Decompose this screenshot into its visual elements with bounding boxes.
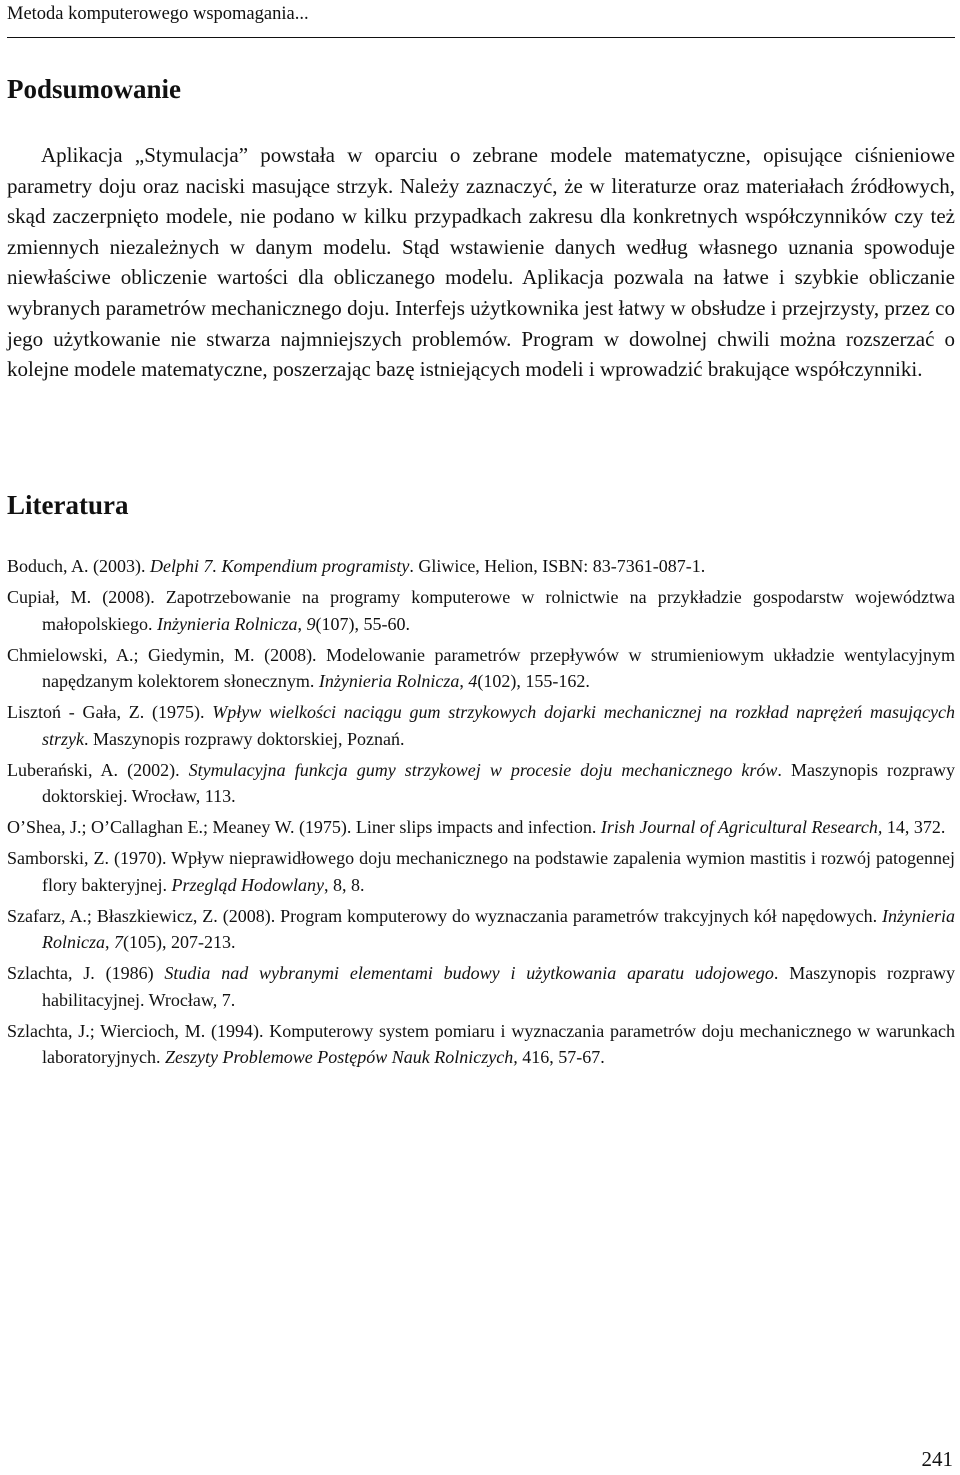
running-header: Metoda komputerowego wspomagania... — [7, 4, 309, 24]
reference-item: Boduch, A. (2003). Delphi 7. Kompendium programisty. Gliwice, Helion, ISBN: 83-7361-087-1. — [7, 556, 706, 576]
header-rule — [7, 37, 955, 38]
reference-item: O’Shea, J.; O’Callaghan E.; Meaney W. (1975). Liner slips impacts and infection. Irish Journal of Agricultural Research, 14, 372. — [7, 817, 946, 837]
reference-item: Szlachta, J. (1986) Studia nad wybranymi elementami budowy i użytkowania aparatu udojowego. Maszynopis rozprawy habilitacyjnej. Wrocław, 7. — [7, 963, 955, 1010]
reference-list — [7, 553, 955, 1075]
section-title-summary: Podsumowanie — [7, 74, 182, 104]
reference-item: Lisztoń - Gała, Z. (1975). Wpływ wielkości naciągu gum strzykowych dojarki mechanicznej na rozkład naprężeń masujących strzyk. Maszynopis rozprawy doktorskiej, Poznań. — [7, 702, 955, 749]
reference-item: Chmielowski, A.; Giedymin, M. (2008). Modelowanie parametrów przepływów w strumieniowym układzie wentylacyjnym napędzanym kolektorem słonecznym. Inżynieria Rolnicza, 4(102), 155-162. — [7, 644, 955, 691]
section-title-literature: Literatura — [7, 490, 129, 520]
reference-item: Szlachta, J.; Wiercioch, M. (1994). Komputerowy system pomiaru i wyznaczania parametrów doju mechanicznego w warunkach laboratoryjnych. Zeszyty Problemowe Postępów Nauk Rolniczych, 416, 57-67. — [7, 1020, 955, 1067]
page-number: 241 — [921, 1447, 953, 1471]
summary-paragraph: Aplikacja „Stymulacja” powstała w oparciu o zebrane modele matematyczne, opisujące ciśnieniowe parametry doju oraz naciski masujące strzyk. Należy zaznaczyć, że w literaturze oraz materiałach źródłowych, skąd zaczerpnięto modele, nie podano w kilku przypadkach zakresu dla konkretnych współczynników czy też zmiennych niezależnych w danym modelu. Stąd wstawienie danych według własnego uznania spowoduje niewłaściwe obliczenie wartości dla obliczanego modelu. Aplikacja pozwala na łatwe i szybkie obliczanie wybranych parametrów mechanicznego doju. Interfejs użytkownika jest łatwy w obsłudze i przejrzysty, przez co jego użytkowanie nie stwarza najmniejszych problemów. Program w dowolnej chwili można rozszerzać o kolejne modele matematyczne, poszerzając bazę istniejących modeli i wprowadzić brakujące współczynniki. — [7, 143, 955, 382]
reference-item: Samborski, Z. (1970). Wpływ nieprawidłowego doju mechanicznego na podstawie zapalenia wymion mastitis i rozwój patogennej flory bakteryjnej. Przegląd Hodowlany, 8, 8. — [7, 848, 955, 895]
reference-item: Cupiał, M. (2008). Zapotrzebowanie na programy komputerowe w rolnictwie na przykładzie gospodarstw województwa małopolskiego. Inżynieria Rolnicza, 9(107), 55-60. — [7, 587, 955, 634]
reference-item: Szafarz, A.; Błaszkiewicz, Z. (2008). Program komputerowy do wyznaczania parametrów trakcyjnych kół napędowych. Inżynieria Rolnicza, 7(105), 207-213. — [7, 905, 955, 952]
reference-item: Luberański, A. (2002). Stymulacyjna funkcja gumy strzykowej w procesie doju mechanicznego krów. Maszynopis rozprawy doktorskiej. Wrocław, 113. — [7, 759, 955, 806]
